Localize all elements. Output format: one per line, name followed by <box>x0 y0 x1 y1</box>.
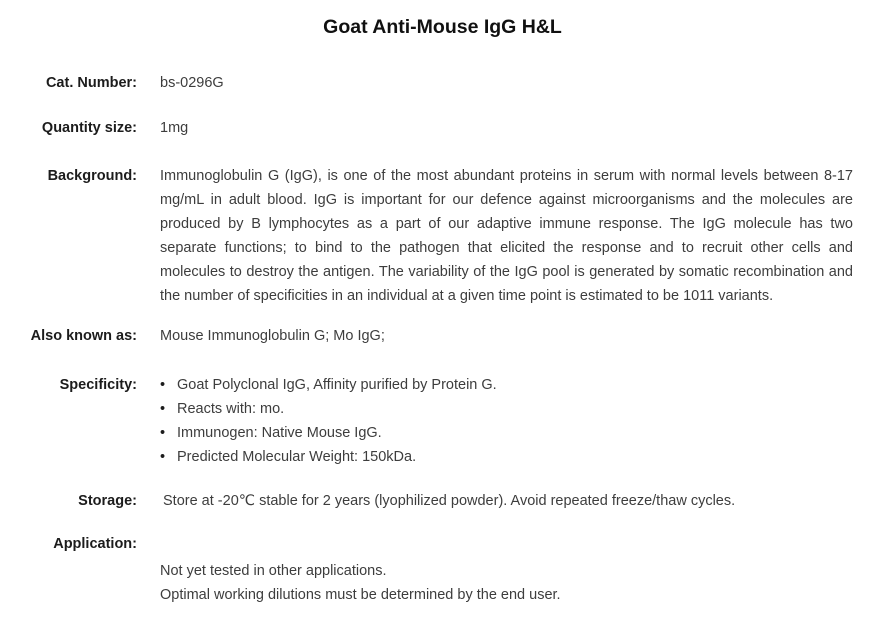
field-label-background: Background: <box>47 168 137 184</box>
field-value-cat-number: bs-0296G <box>160 75 224 91</box>
field-value-storage: Store at -20℃ stable for 2 years (lyophilized powder). Avoid repeated freeze/thaw cycles. <box>163 493 736 509</box>
list-item <box>160 397 853 421</box>
list-item <box>160 445 853 469</box>
field-value-background: Immunoglobulin G (IgG), is one of the most abundant proteins in serum with normal levels between 8-17 mg/mL in adult blood. IgG is important for our defence against microorganisms and the molecules are produced by B lymphocytes as a part of our adaptive immune response. The IgG molecule has two separate functions; to bind to the pathogen that elicited the response and to recruit other cells and molecules to destroy the antigen. The variability of the IgG pool is generated by somatic recombination and the number of specificities in an individual at a given time point is estimated to be 1011 variants. <box>160 168 853 304</box>
page-title: Goat Anti-Mouse IgG H&L <box>323 16 562 38</box>
field-label-also-known-as: Also known as: <box>30 328 137 344</box>
specificity-item-text: Reacts with: mo. <box>177 401 285 417</box>
field-label-quantity-size: Quantity size: <box>41 120 137 136</box>
field-label-storage: Storage: <box>78 493 137 509</box>
field-label-application: Application: <box>53 536 137 552</box>
field-value-quantity-size: 1mg <box>160 120 189 136</box>
list-item <box>160 373 853 397</box>
specificity-item-text: Goat Polyclonal IgG, Affinity purified by Protein G. <box>177 377 497 393</box>
field-label-specificity: Specificity: <box>59 377 137 393</box>
field-row-storage <box>0 493 885 510</box>
field-value-also-known-as: Mouse Immunoglobulin G; Mo IgG; <box>160 328 385 344</box>
specificity-item-text: Predicted Molecular Weight: 150kDa. <box>177 449 417 465</box>
field-row-specificity <box>0 373 885 469</box>
field-label-cat-number: Cat. Number: <box>45 75 137 91</box>
specificity-item-text: Immunogen: Native Mouse IgG. <box>177 425 382 441</box>
bullet-icon: • <box>160 449 166 465</box>
bullet-icon: • <box>160 401 166 417</box>
bullet-icon: • <box>160 425 166 441</box>
field-row-quantity-size <box>0 120 885 137</box>
field-value-application <box>160 536 853 607</box>
list-item <box>160 421 853 445</box>
field-row-background <box>0 164 885 308</box>
application-line: Optimal working dilutions must be determined by the end user. <box>160 586 561 603</box>
field-row-also-known-as <box>0 328 885 345</box>
field-row-application <box>0 536 885 607</box>
application-line: Not yet tested in other applications. <box>160 563 387 579</box>
bullet-icon: • <box>160 377 166 393</box>
specificity-list <box>160 373 853 469</box>
field-row-cat-number <box>0 75 885 92</box>
